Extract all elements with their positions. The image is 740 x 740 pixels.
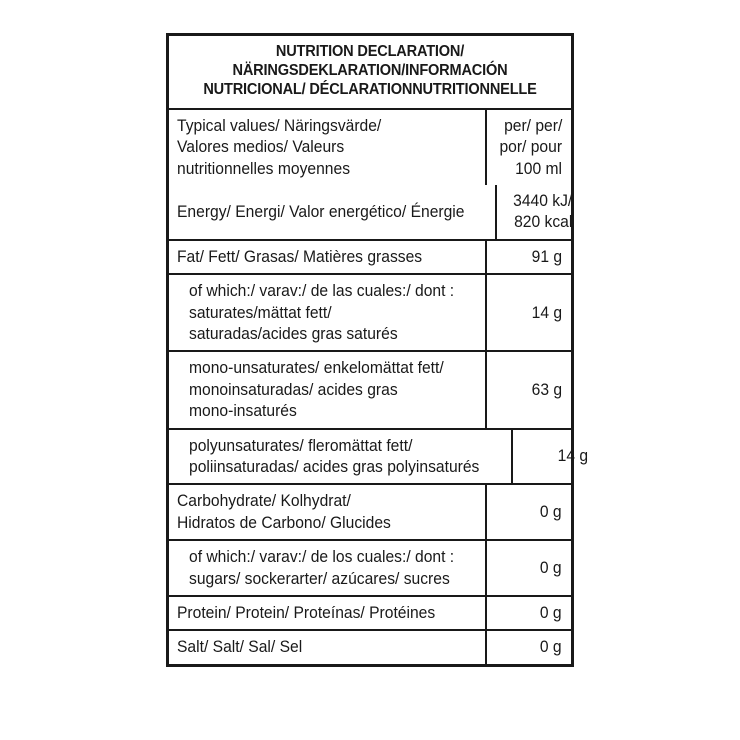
nutrient-label-line: mono-insaturés xyxy=(189,401,297,421)
nutrient-value-line: 0 g xyxy=(540,603,562,623)
nutrient-value-line: 63 g xyxy=(531,379,562,399)
header-label-line: Typical values/ Näringsvärde/ xyxy=(177,115,382,135)
nutrient-value-line: 91 g xyxy=(531,246,562,266)
nutrient-label-line: monoinsaturadas/ acides gras xyxy=(189,379,398,399)
nutrient-label-line: poliinsaturadas/ acides gras polyinsaturés xyxy=(189,457,480,476)
nutrient-value-cell xyxy=(485,597,571,629)
header-value-line: per/ per/ xyxy=(503,115,562,135)
nutrient-value-cell xyxy=(485,631,571,663)
title-line: NUTRITIONNELLE xyxy=(412,80,537,98)
nutrient-value-line: 3440 kJ/ xyxy=(513,190,573,210)
header-value-line: por/ pour xyxy=(499,137,562,157)
header-value-line: 100 ml xyxy=(515,158,562,178)
nutrient-value-cell xyxy=(495,185,581,239)
table-row xyxy=(169,483,571,539)
table-row xyxy=(169,185,571,239)
nutrient-value-cell xyxy=(485,241,571,273)
table-header-row xyxy=(169,108,571,185)
nutrient-label-line: Energy/ Energi/ Valor energético/ Énergie xyxy=(177,201,465,221)
table-row xyxy=(169,428,588,484)
header-label-cell xyxy=(169,110,485,185)
nutrient-label-cell xyxy=(169,541,485,595)
title-line: NUTRITION DECLARATION/ NÄRINGSDEKLARATION/ xyxy=(232,43,465,79)
nutrient-label-cell xyxy=(169,485,485,539)
nutrient-label-line: polyunsaturates/ fleromättat fett/ xyxy=(189,435,413,455)
title-line: INFORMACIÓN NUTRICIONAL/ DÉCLARATION xyxy=(203,61,508,98)
header-label-line: nutritionnelles moyennes xyxy=(177,158,351,178)
nutrient-value-cell xyxy=(485,541,571,595)
table-row xyxy=(169,539,571,595)
header-label-line: Valores medios/ Valeurs xyxy=(177,137,345,157)
nutrient-value-line: 820 kcal xyxy=(514,212,573,232)
nutrient-value-cell xyxy=(511,430,597,484)
nutrient-value-cell xyxy=(485,352,571,427)
nutrient-label-line: Salt/ Salt/ Sal/ Sel xyxy=(177,637,303,657)
nutrient-label-line: Carbohydrate/ Kolhydrat/ xyxy=(177,491,351,511)
nutrient-label-line: saturadas/acides gras saturés xyxy=(189,323,398,343)
nutrient-label-line: of which:/ varav:/ de los cuales:/ dont : xyxy=(189,547,455,567)
table-row xyxy=(169,350,571,427)
nutrient-value-line: 0 g xyxy=(540,502,562,522)
nutrient-label-line: of which:/ varav:/ de las cuales:/ dont : xyxy=(189,281,455,301)
table-row xyxy=(169,595,571,629)
nutrient-label-line: Hidratos de Carbono/ Glucides xyxy=(177,512,391,532)
nutrition-declaration-table xyxy=(166,33,588,667)
nutrient-label-cell xyxy=(169,597,485,629)
table-row xyxy=(169,239,571,273)
nutrient-label-line: mono-unsaturates/ enkelomättat fett/ xyxy=(189,358,444,378)
table-title xyxy=(181,36,559,108)
nutrient-label-cell xyxy=(169,185,495,239)
header-value-cell xyxy=(485,110,571,185)
nutrient-label-line: sugars/ sockerarter/ azúcares/ sucres xyxy=(189,568,450,588)
nutrient-value-line: 0 g xyxy=(540,557,562,577)
nutrient-label-line: saturates/mättat fett/ xyxy=(189,302,332,322)
nutrient-rows xyxy=(169,185,588,664)
nutrient-value-line: 14 g xyxy=(557,446,588,466)
table-row xyxy=(169,629,571,663)
nutrient-label-cell xyxy=(169,241,485,273)
nutrient-label-cell xyxy=(169,352,485,427)
nutrient-value-line: 0 g xyxy=(540,637,562,657)
table-title-band xyxy=(169,36,571,108)
nutrient-label-cell xyxy=(169,430,511,484)
table-row xyxy=(169,273,571,350)
nutrient-label-cell xyxy=(169,275,485,350)
nutrient-value-line: 14 g xyxy=(531,302,562,322)
nutrient-value-cell xyxy=(485,485,571,539)
nutrient-value-cell xyxy=(485,275,571,350)
nutrient-label-line: Protein/ Protein/ Proteínas/ Protéines xyxy=(177,603,436,623)
nutrient-label-cell xyxy=(169,631,485,663)
nutrient-label-line: Fat/ Fett/ Grasas/ Matières grasses xyxy=(177,246,423,266)
